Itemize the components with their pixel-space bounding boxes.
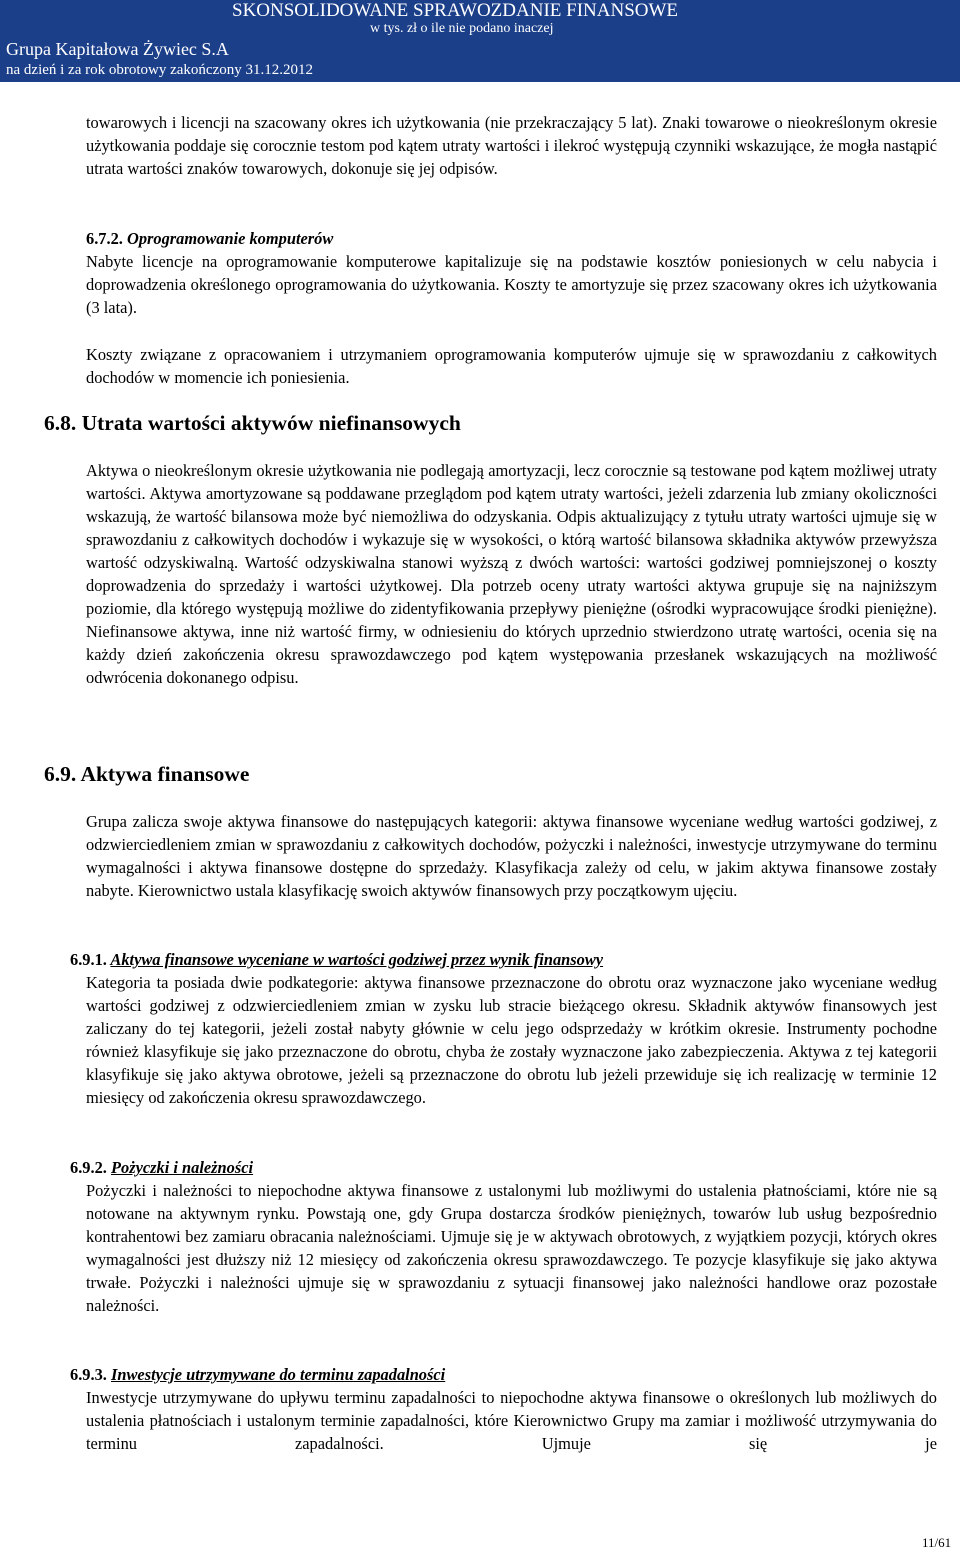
section-number: 6.9.3. — [70, 1365, 107, 1384]
report-title: SKONSOLIDOWANE SPRAWOZDANIE FINANSOWE — [232, 0, 679, 21]
paragraph-6-9-3: Inwestycje utrzymywane do upływu terminu zapadalności to niepochodne aktywa finansowe o określonych lub możliwych do ustalenia płatnościach i ustalonym terminie zapadalności, które Kierownictwo Grupy ma zamiar i możliwość utrzymywania do terminu zapadalności. Ujmuje się je — [86, 1388, 937, 1453]
report-header — [0, 0, 960, 82]
section-heading-6-9: 6.9. Aktywa finansowe — [44, 762, 250, 786]
section-heading-6-9-2 — [70, 1156, 253, 1179]
paragraph-6-9: Grupa zalicza swoje aktywa finansowe do następujących kategorii: aktywa finansowe wyceniane według wartości godziwej, z odzwierciedleniem zmian w sprawozdaniu z całkowitych dochodów, pożyczki i należności, inwestycje utrzymywane do terminu wymagalności i aktywa finansowe dostępne do sprzedaży. Klasyfikacja zależy od celu, w jakim aktywa finansowe zostały nabyte. Kierownictwo ustala klasyfikację swoich aktywów finansowych przy początkowym ujęciu. — [86, 812, 937, 900]
company-name: Grupa Kapitałowa Żywiec S.A — [6, 39, 229, 59]
section-heading-6-9-1 — [70, 948, 603, 971]
section-heading-6-8: 6.8. Utrata wartości aktywów niefinansowych — [44, 411, 461, 435]
section-title: Pożyczki i należności — [111, 1158, 254, 1177]
reporting-period: na dzień i za rok obrotowy zakończony 31.12.2012 — [6, 62, 313, 78]
section-title: Inwestycje utrzymywane do terminu zapadalności — [111, 1365, 446, 1384]
section-number: 6.9.1. — [70, 950, 107, 969]
page-number: 11/61 — [922, 1535, 952, 1550]
section-number: 6.9.2. — [70, 1158, 107, 1177]
section-title: Aktywa finansowe wyceniane w wartości godziwej przez wynik finansowy — [110, 950, 604, 969]
units-note: w tys. zł o ile nie podano inaczej — [370, 21, 554, 36]
section-heading-6-7-2 — [86, 227, 333, 250]
section-number: 6.7.2. — [86, 229, 123, 248]
section-title: Oprogramowanie komputerów — [127, 229, 334, 248]
paragraph-6-8: Aktywa o nieokreślonym okresie użytkowania nie podlegają amortyzacji, lecz corocznie są testowane pod kątem możliwej utraty wartości. Aktywa amortyzowane są poddawane przeglądom pod kątem utraty wartości, jeżeli zdarzenia lub zmiany okoliczności wskazują, że wartość bilansowa może być niemożliwa do odzyskania. Odpis aktualizujący z tytułu utraty wartości ujmuje się w sprawozdaniu z całkowitych dochodów i wykazuje się w wysokości, o którą wartość bilansowa składnika aktywów przewyższa wartość odzyskiwalną. Wartość odzyskiwalna stanowi wyższą z dwóch wartości: wartości godziwej pomniejszonej o koszty doprowadzenia do sprzedaży i wartości użytkowej. Dla potrzeb oceny utraty wartości aktywa grupuje się na najniższym poziomie, dla którego występują możliwe do zidentyfikowania przepływy pieniężne (ośrodki wypracowujące środki pieniężne). Niefinansowe aktywa, inne niż wartość firmy, w odniesieniu do których uprzednio stwierdzono utratę wartości, ocenia się na każdy dzień zakończenia okresu sprawozdawczego pod kątem występowania przesłanek wskazujących na możliwość odwrócenia dokonanego odpisu. — [86, 461, 937, 687]
paragraph-6-9-2: Pożyczki i należności to niepochodne aktywa finansowe z ustalonymi lub możliwymi do ustalenia płatnościami, które nie są notowane na aktywnym rynku. Powstają one, gdy Grupa dostarcza środków pieniężnych, towarów lub usług bezpośrednio kontrahentowi bez zamiaru obracania należnościami. Ujmuje się je w aktywach obrotowych, z wyjątkiem pozycji, których okres wymagalności jest dłuższy niż 12 miesięcy od zakończenia okresu sprawozdawczego. Te pozycje klasyfikuje się jako aktywa trwałe. Pożyczki i należności ujmuje się w sprawozdaniu z sytuacji finansowej jako należności handlowe oraz pozostałe należności. — [86, 1181, 937, 1315]
section-heading-6-9-3 — [70, 1363, 445, 1386]
paragraph-6-9-1: Kategoria ta posiada dwie podkategorie: aktywa finansowe przeznaczone do obrotu oraz wyznaczone jako wyceniane według wartości godziwej z odzwierciedleniem zmian w zysku lub stracie bieżącego okresu. Składnik aktywów finansowych jest zaliczany do tej kategorii, jeżeli został nabyty głównie w celu jego odsprzedaży w krótkim okresie. Instrumenty pochodne również klasyfikuje się jako przeznaczone do obrotu, chyba że zostały wyznaczone jako zabezpieczenia. Aktywa z tej kategorii klasyfikuje się jako aktywa obrotowe, jeżeli są przeznaczone do obrotu lub jeżeli przewiduje się ich realizację w terminie 12 miesięcy od zakończenia okresu sprawozdawczego. — [86, 973, 937, 1107]
paragraph-6-7-2-b: Koszty związane z opracowaniem i utrzymaniem oprogramowania komputerów ujmuje się w sprawozdaniu z całkowitych dochodów w momencie ich poniesienia. — [86, 345, 937, 387]
paragraph-6-7-2-a: Nabyte licencje na oprogramowanie komputerowe kapitalizuje się na podstawie kosztów poniesionych w celu nabycia i doprowadzenia określonego oprogramowania do użytkowania. Koszty te amortyzuje się przez szacowany okres ich użytkowania (3 lata). — [86, 252, 937, 317]
paragraph-continued: towarowych i licencji na szacowany okres ich użytkowania (nie przekraczający 5 lat). Znaki towarowe o nieokreślonym okresie użytkowania poddaje się corocznie testom pod kątem utraty wartości i ilekroć występują czynniki wskazujące, że mogła nastąpić utrata wartości znaków towarowych, dokonuje się jej odpisów. — [86, 113, 937, 178]
